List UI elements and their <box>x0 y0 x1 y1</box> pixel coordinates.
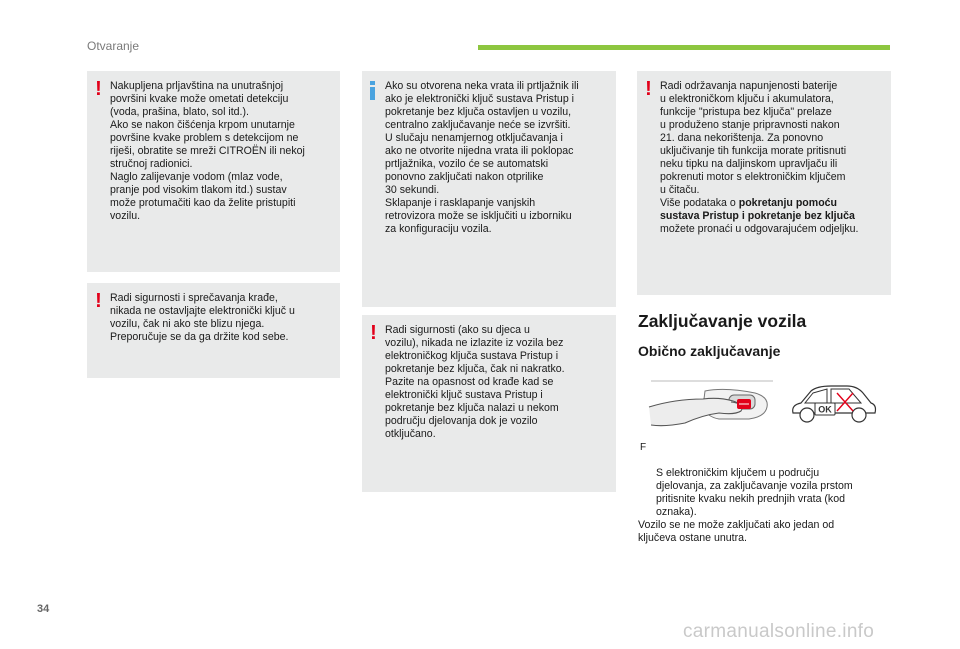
bullet-item <box>638 441 900 519</box>
bullet-text: S elektroničkim ključem u području djelovanja, za zaključavanje vozila prstom pritisnite kvaku nekih prednjih vrata (kod oznaka). <box>656 467 853 518</box>
warning-box-children <box>362 315 616 492</box>
exclamation-icon: ! <box>370 322 377 344</box>
page-number: 34 <box>37 603 50 615</box>
hand-door-handle-illustration <box>645 377 777 429</box>
exclamation-icon: ! <box>95 290 102 312</box>
car-ok-label: OK <box>818 404 832 415</box>
battery-text-bold: pokretanju pomoću sustava Pristup i pokretanje bez ključa <box>660 197 855 222</box>
warning-box-children-text: Radi sigurnosti (ako su djeca u vozilu), nikada ne izlazite iz vozila bez elektroničkog ključa sustava Pristup i pokretanje bez ključa, čak ni nakratko. Pazite na opasnost od krađe kad se elektronički ključ sustava Pristup i pokretanje bez ključa nalazi u nekom području djelovanja dok je vozilo otključano. <box>385 324 565 440</box>
warning-box-dirt <box>87 71 340 272</box>
watermark: carmanualsonline.info <box>683 621 875 642</box>
section-accent-bar <box>478 45 890 50</box>
exclamation-icon: ! <box>95 78 102 100</box>
battery-text-end: možete pronaći u odgovarajućem odjeljku. <box>660 223 859 235</box>
heading-vehicle-locking: Zaključavanje vozila <box>638 311 807 331</box>
warning-box-battery <box>637 71 891 295</box>
section-label: Otvaranje <box>87 39 140 53</box>
info-box-locking-text: Ako su otvorena neka vrata ili prtljažnik ili ako je elektronički ključ sustava Pristup i pokretanje bez ključa ostavljen u vozilu, centralno zaključavanje neće se izvršiti. U slučaju nenamjernog otključavanja i ako ne otvorite nijedna vrata ili poklopac prtljažnika, vozilo će se automatski ponovno zaključati nakon otprilike 30 sekundi. Sklapanje i rasklapanje vanjskih retrovizora može se isključiti u izborniku za konfiguraciju vozila. <box>385 80 579 235</box>
instructions <box>638 441 900 545</box>
info-icon <box>370 81 375 100</box>
car-ok-illustration <box>787 383 879 427</box>
exclamation-icon: ! <box>645 78 652 100</box>
warning-box-theft-text: Radi sigurnosti i sprečavanja krađe, nikada ne ostavljajte elektronički ključ u vozilu, čak ni ako ste blizu njega. Preporučuje se da ga držite kod sebe. <box>110 292 295 343</box>
warning-box-theft <box>87 283 340 378</box>
locking-note: Vozilo se ne može zaključati ako jedan od ključeva ostane unutra. <box>638 519 835 544</box>
warning-box-dirt-text: Nakupljena prljavština na unutrašnjoj površini kvake može ometati detekciju (voda, prašina, blato, sol itd.). Ako se nakon čišćenja krpom unutarnje površine kvake problem s detekcijom ne riješi, obratite se mreži CITROËN ili nekoj stručnoj radionici. Naglo zalijevanje vodom (mlaz vode, pranje pod visokim tlakom itd.) sustav može protumačiti kao da želite pristupiti vozilu. <box>110 80 305 222</box>
heading-normal-locking: Obično zaključavanje <box>638 343 781 359</box>
battery-text-start: Radi održavanja napunjenosti baterije u elektroničkom ključu i akumulatora, funkcije "pristupa bez ključa" prelaze u produženo stanje pripravnosti nakon 21. dana nekorištenja. Za ponovno uključivanje tih funkcija morate pritisnuti neku tipku na daljinskom upravljaču ili pokrenuti motor s elektroničkim ključem u čitaču. Više podataka o <box>660 80 847 209</box>
info-box-locking <box>362 71 616 307</box>
warning-box-battery-text <box>660 80 883 236</box>
bullet-arrow-icon: F <box>640 442 647 453</box>
